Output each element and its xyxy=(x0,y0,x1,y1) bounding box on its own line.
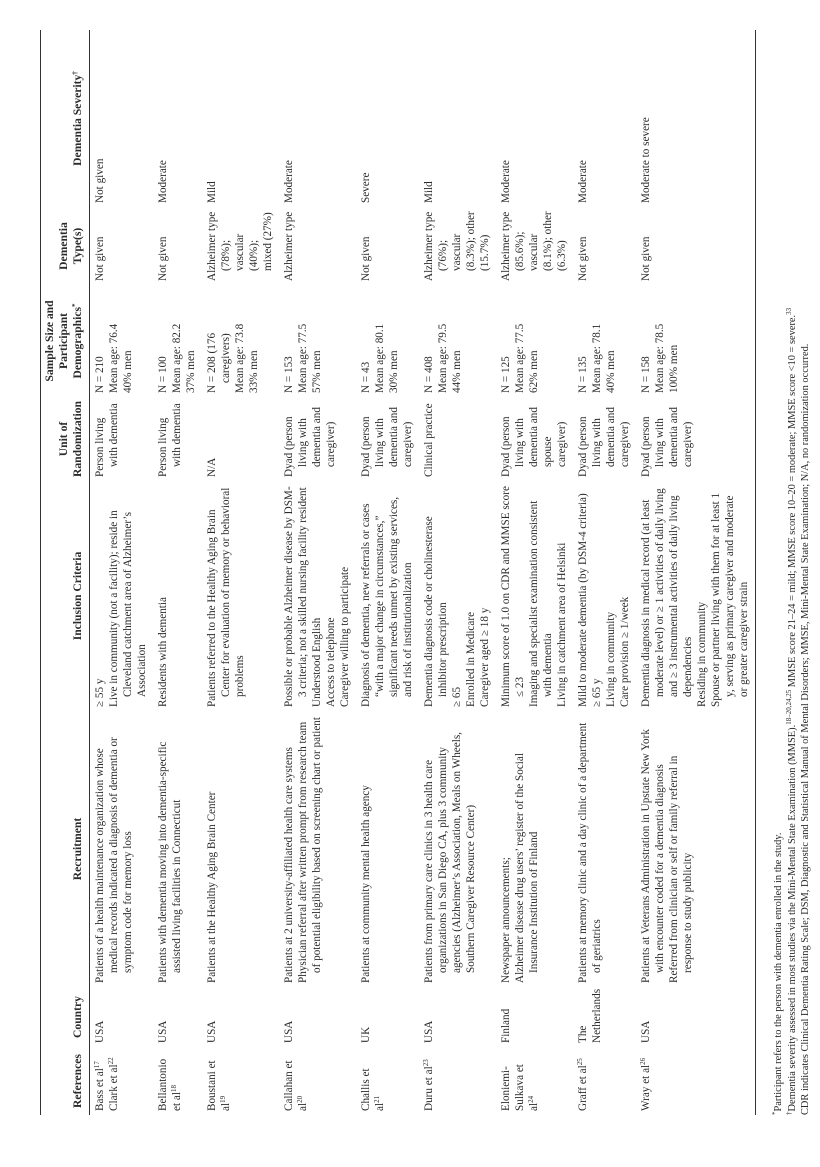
country-cell xyxy=(496,987,573,1047)
unit-of-randomization-cell xyxy=(89,397,153,481)
table-row xyxy=(419,30,496,1115)
inclusion-line: Living in community xyxy=(604,611,617,707)
header-unit-of-randomization: Unit of Randomization xyxy=(56,400,84,477)
unit-of-randomization-cell xyxy=(279,397,356,481)
severity-line: Severe xyxy=(359,172,372,203)
reference-entry xyxy=(93,1051,107,1111)
sample-line: 44% men xyxy=(450,350,463,393)
reference-entry xyxy=(156,1051,184,1111)
header-dementia-severity: Dementia Severity† xyxy=(70,71,84,166)
sample-line: 100% men xyxy=(667,344,680,393)
dementia-type-cell xyxy=(496,207,573,285)
recruitment-line: Alzheimer disease drug users’ register of the Social Insurance Institution of Finland xyxy=(513,753,540,983)
sample-line: N = 158 xyxy=(639,356,652,393)
dementia-type-cell xyxy=(419,207,496,285)
reference-number: 21 xyxy=(372,1095,381,1103)
dementia-severity-cell xyxy=(279,30,356,207)
inclusion-line: Residents with dementia xyxy=(156,597,169,707)
reference-text: Eloniemi-Sulkava et al xyxy=(499,1064,540,1111)
type-line: Alzheimer type xyxy=(282,211,295,281)
sample-size-cell xyxy=(636,285,756,397)
recruitment-line: Newspaper announcements; xyxy=(499,857,512,983)
dementia-type-cell xyxy=(89,207,153,285)
reference-text: Bass et al xyxy=(93,1068,106,1111)
severity-line: Not given xyxy=(93,158,106,203)
sample-line: N = 135 xyxy=(576,356,589,393)
severity-line: Moderate xyxy=(576,160,589,203)
unit-of-randomization-cell xyxy=(419,397,496,481)
dementia-type-cell xyxy=(153,207,202,285)
country-cell xyxy=(202,987,279,1047)
reference-number: 20 xyxy=(295,1095,304,1103)
sample-line: Mean age: 77.5 xyxy=(296,323,309,393)
country-cell xyxy=(89,987,153,1047)
type-line: Alzheimer type (85.6%); vascular (8.1%); other (6.3%) xyxy=(499,211,568,281)
dementia-severity-cell xyxy=(202,30,279,207)
header-dementia-types: Dementia Type(s) xyxy=(56,222,84,270)
sample-line: Mean age: 78.5 xyxy=(653,323,666,393)
sample-line: N = 408 xyxy=(422,356,435,393)
country-cell xyxy=(419,987,496,1047)
type-line: Not given xyxy=(576,236,589,281)
inclusion-line: Patients referred to the Healthy Aging Brain Center for evaluation of memory or behavioral problems xyxy=(205,487,246,707)
reference-number: 24 xyxy=(526,1095,535,1103)
sample-line: N = 153 xyxy=(282,356,295,393)
reference-text: Bellantonio et al xyxy=(156,1058,183,1111)
dementia-type-cell xyxy=(636,207,756,285)
reference-entry xyxy=(107,1051,121,1111)
sample-size-cell xyxy=(202,285,279,397)
inclusion-line: Living in catchment area of Helsinki xyxy=(555,542,568,707)
inclusion-criteria-cell xyxy=(202,481,279,711)
dementia-severity-cell xyxy=(636,30,756,207)
reference-cell xyxy=(89,1047,153,1115)
sample-line: N = 208 (176 caregivers) xyxy=(205,332,232,393)
reference-number: 18 xyxy=(169,1085,178,1093)
inclusion-line: Mild to moderate dementia (by DSM-4 criteria) xyxy=(576,493,589,707)
type-line: Not given xyxy=(359,236,372,281)
unit-line: Clinical practice xyxy=(422,403,435,477)
inclusion-line: ≥ 65 xyxy=(450,686,463,707)
reference-entry xyxy=(205,1051,233,1111)
sample-line: 37% men xyxy=(184,350,197,393)
unit-line: N/A xyxy=(205,457,218,477)
inclusion-criteria-cell xyxy=(89,481,153,711)
country-line: USA xyxy=(422,1020,435,1043)
recruitment-line: Patients of a health maintenance organization whose medical records indicated a diagnosis of dementia or symptom code for memory loss xyxy=(93,737,134,983)
type-line: Not given xyxy=(93,236,106,281)
reference-entry xyxy=(499,1051,541,1111)
inclusion-criteria-cell xyxy=(279,481,356,711)
inclusion-criteria-cell xyxy=(636,481,756,711)
severity-line: Mild xyxy=(205,181,218,203)
inclusion-line: Access to telephone xyxy=(324,617,337,707)
type-line: Alzheimer type (78%); vascular (40%); mixed (27%) xyxy=(205,211,274,281)
recruitment-cell xyxy=(356,711,419,987)
severity-line: Moderate xyxy=(282,160,295,203)
dementia-severity-cell xyxy=(496,30,573,207)
inclusion-criteria-cell xyxy=(153,481,202,711)
recruitment-line: Patients from primary care clinics in 3 health care organizations in San Diego CA, plus 3 community agencies (Alzheimer’s Association, Meals on Wheels, Southern Caregiver Resource Center) xyxy=(422,732,477,983)
inclusion-line: ≥ 65 y xyxy=(590,678,603,707)
table-row xyxy=(356,30,419,1115)
sample-size-cell xyxy=(153,285,202,397)
inclusion-line: Spouse or partner living with them for at least 1 y, serving as primary caregiver and moderate or greater caregiver strain xyxy=(709,492,750,707)
recruitment-line: Patients with dementia moving into dementia-specific assisted living facilities in Connecticut xyxy=(156,741,183,983)
table-row xyxy=(573,30,636,1115)
inclusion-line: Dementia diagnosis code or cholinesterase inhibitor prescription xyxy=(422,516,449,707)
recruitment-line: Patients at 2 university-affiliated health care systems xyxy=(282,747,295,983)
table-row xyxy=(89,30,153,1115)
reference-text: Clark et al xyxy=(107,1064,120,1111)
sample-line: N = 43 xyxy=(359,361,372,393)
inclusion-line: Caregiver aged ≥ 18 y xyxy=(478,607,491,707)
header-references: References xyxy=(70,1054,84,1108)
reference-entry xyxy=(576,1051,590,1111)
inclusion-line: Minimum score of 1.0 on CDR and MMSE score ≤ 23 xyxy=(499,486,526,707)
table-row xyxy=(279,30,356,1115)
table-row xyxy=(496,30,573,1115)
header-inclusion-criteria: Inclusion Criteria xyxy=(70,551,84,641)
inclusion-line: Live in community (not a facility); reside in Cleveland catchment area of Alzheimer’s Association xyxy=(107,510,148,707)
dementia-type-cell xyxy=(573,207,636,285)
unit-of-randomization-cell xyxy=(202,397,279,481)
sample-line: 40% men xyxy=(604,350,617,393)
reference-text: Challis et al xyxy=(359,1068,386,1111)
recruitment-cell xyxy=(153,711,202,987)
sample-line: N = 100 xyxy=(156,356,169,393)
sample-size-cell xyxy=(573,285,636,397)
country-line: The Netherlands xyxy=(576,988,603,1043)
sample-line: N = 210 xyxy=(93,356,106,393)
recruitment-line: Patients at community mental health agency xyxy=(359,785,372,983)
severity-line: Mild xyxy=(422,181,435,203)
table-footnotes xyxy=(772,30,813,1115)
sample-line: 30% men xyxy=(387,350,400,393)
dementia-type-cell xyxy=(279,207,356,285)
country-line: USA xyxy=(93,1020,106,1043)
sample-line: Mean age: 77.5 xyxy=(513,323,526,393)
recruitment-cell xyxy=(202,711,279,987)
inclusion-line: Enrolled in Medicare xyxy=(464,611,477,707)
inclusion-line: Diagnosis of dementia, new referrals or cases “with a major change in circumstances,” significant needs unmet by existing services, and risk of institutionalization xyxy=(359,496,414,707)
severity-line: Moderate xyxy=(156,160,169,203)
recruitment-cell xyxy=(496,711,573,987)
sample-size-cell xyxy=(279,285,356,397)
sample-line: Mean age: 73.8 xyxy=(233,323,246,393)
reference-entry xyxy=(282,1051,310,1111)
footnote-participant: *Participant refers to the person with dementia enrolled in the study. xyxy=(771,832,784,1115)
unit-line: Dyad (person living with dementia and caregiver) xyxy=(282,407,337,477)
reference-text: Graff et al xyxy=(576,1065,589,1111)
country-cell xyxy=(356,987,419,1047)
reference-entry xyxy=(639,1051,653,1111)
inclusion-line: Understood English xyxy=(310,617,323,707)
reference-text: Boustani et al xyxy=(205,1060,232,1111)
type-line: Not given xyxy=(156,236,169,281)
recruitment-cell xyxy=(636,711,756,987)
sample-line: Mean age: 82.2 xyxy=(170,323,183,393)
unit-of-randomization-cell xyxy=(153,397,202,481)
unit-line: Person living with dementia xyxy=(93,403,120,477)
recruitment-cell xyxy=(573,711,636,987)
inclusion-line: Caregiver willing to participate xyxy=(338,566,351,707)
unit-line: Person living with dementia xyxy=(156,403,183,477)
sample-line: N = 125 xyxy=(499,356,512,393)
inclusion-criteria-cell xyxy=(419,481,496,711)
reference-cell xyxy=(153,1047,202,1115)
sample-size-cell xyxy=(89,285,153,397)
reference-cell xyxy=(279,1047,356,1115)
country-line: USA xyxy=(156,1020,169,1043)
reference-entry xyxy=(422,1051,436,1111)
country-cell xyxy=(573,987,636,1047)
country-cell xyxy=(279,987,356,1047)
reference-cell xyxy=(202,1047,279,1115)
recruitment-line: Referred from clinician or self or family referral in response to study publicity xyxy=(667,755,694,983)
reference-number: 26 xyxy=(638,1057,647,1065)
sample-size-cell xyxy=(356,285,419,397)
dementia-severity-cell xyxy=(153,30,202,207)
unit-of-randomization-cell xyxy=(356,397,419,481)
recruitment-line: Patients at the Healthy Aging Brain Center xyxy=(205,791,218,983)
sample-line: 57% men xyxy=(310,350,323,393)
country-cell xyxy=(636,987,756,1047)
reference-cell xyxy=(573,1047,636,1115)
inclusion-criteria-cell xyxy=(356,481,419,711)
unit-of-randomization-cell xyxy=(636,397,756,481)
inclusion-line: Possible or probable Alzheimer disease by DSM-3 criteria; not a skilled nursing facility resident xyxy=(282,486,309,707)
dementia-severity-cell xyxy=(89,30,153,207)
dementia-severity-cell xyxy=(356,30,419,207)
footnote-abbreviations: CDR indicates Clinical Dementia Rating Scale; DSM, Diagnostic and Statistical Manual of Mental Disorders; MMSE, Mini-Mental State Examination; N/A, no randomization occurred. xyxy=(800,343,812,1115)
reference-number: 17 xyxy=(92,1061,101,1069)
sample-line: 40% men xyxy=(121,350,134,393)
header-recruitment: Recruitment xyxy=(70,817,84,881)
table-row xyxy=(153,30,202,1115)
reference-number: 23 xyxy=(421,1059,430,1067)
sample-line: Mean age: 80.1 xyxy=(373,323,386,393)
recruitment-cell xyxy=(89,711,153,987)
severity-line: Moderate xyxy=(499,160,512,203)
unit-of-randomization-cell xyxy=(496,397,573,481)
recruitment-line: Patients at Veterans Administration in Upstate New York with encounter coded for a dementia diagnosis xyxy=(639,729,666,983)
reference-cell xyxy=(356,1047,419,1115)
dementia-type-cell xyxy=(356,207,419,285)
reference-entry xyxy=(359,1051,387,1111)
sample-size-cell xyxy=(496,285,573,397)
country-line: USA xyxy=(282,1020,295,1043)
unit-line: Dyad (person living with dementia and caregiver) xyxy=(359,407,414,477)
dementia-severity-cell xyxy=(419,30,496,207)
sample-line: 62% men xyxy=(527,350,540,393)
recruitment-line: Patients at memory clinic and a day clinic of a department of geriatrics xyxy=(576,722,603,983)
sample-line: Mean age: 76.4 xyxy=(107,323,120,393)
reference-text: Duru et al xyxy=(422,1066,435,1111)
header-row xyxy=(41,30,90,1115)
header-country: Country xyxy=(70,996,84,1038)
inclusion-line: Dementia diagnosis in medical record (at least moderate level) or ≥ 1 activities of daily living and ≥ 3 instrumental activities of daily living dependencies xyxy=(639,488,694,707)
type-line: Alzheimer type (76%); vascular (8.3%); other (15.7%) xyxy=(422,211,491,281)
table-row xyxy=(636,30,756,1115)
country-line: USA xyxy=(639,1020,652,1043)
studies-table xyxy=(40,30,756,1115)
unit-line: Dyad (person living with dementia and caregiver) xyxy=(576,407,631,477)
table-body xyxy=(89,30,755,1115)
reference-cell xyxy=(636,1047,756,1115)
inclusion-line: Care provision ≥ 1/week xyxy=(618,596,631,707)
country-cell xyxy=(153,987,202,1047)
inclusion-line: Residing in community xyxy=(695,601,708,707)
reference-cell xyxy=(496,1047,573,1115)
dementia-severity-cell xyxy=(573,30,636,207)
severity-line: Moderate to severe xyxy=(639,117,652,203)
country-line: UK xyxy=(359,1026,372,1043)
sample-line: 33% men xyxy=(247,350,260,393)
reference-text: Wray et al xyxy=(639,1064,652,1111)
header-sample-size: Sample Size and Participant Demographics* xyxy=(43,300,84,382)
recruitment-cell xyxy=(419,711,496,987)
recruitment-line: Physician referral after written prompt from research team of potential eligibility based on screening chart or patient xyxy=(296,717,323,983)
table-row xyxy=(202,30,279,1115)
type-line: Not given xyxy=(639,236,652,281)
recruitment-cell xyxy=(279,711,356,987)
unit-of-randomization-cell xyxy=(573,397,636,481)
inclusion-criteria-cell xyxy=(573,481,636,711)
country-line: USA xyxy=(205,1020,218,1043)
unit-line: Dyad (person living with dementia and caregiver) xyxy=(639,407,694,477)
reference-number: 22 xyxy=(106,1057,115,1065)
reference-number: 25 xyxy=(575,1058,584,1066)
inclusion-line: ≥ 55 y xyxy=(93,678,106,707)
reference-number: 19 xyxy=(218,1095,227,1103)
sample-size-cell xyxy=(419,285,496,397)
reference-text: Callahan et al xyxy=(282,1060,309,1111)
country-line: Finland xyxy=(499,1008,512,1043)
inclusion-criteria-cell xyxy=(496,481,573,711)
sample-line: Mean age: 78.1 xyxy=(590,323,603,393)
inclusion-line: Imaging and specialist examination consistent with dementia xyxy=(527,500,554,707)
footnote-severity: †Dementia severity assessed in most studies via the Mini-Mental State Examination (MMSE).$^{18-20,24,25}$ MMSE score 21–24 = mild; MMSE score 10–20 = moderate; MMSE score <10 = severe.$^{33}$ xyxy=(784,307,798,1115)
dementia-type-cell xyxy=(202,207,279,285)
unit-line: Dyad (person living with dementia and spouse caregiver) xyxy=(499,407,568,477)
sample-line: Mean age: 79.5 xyxy=(436,323,449,393)
reference-cell xyxy=(419,1047,496,1115)
